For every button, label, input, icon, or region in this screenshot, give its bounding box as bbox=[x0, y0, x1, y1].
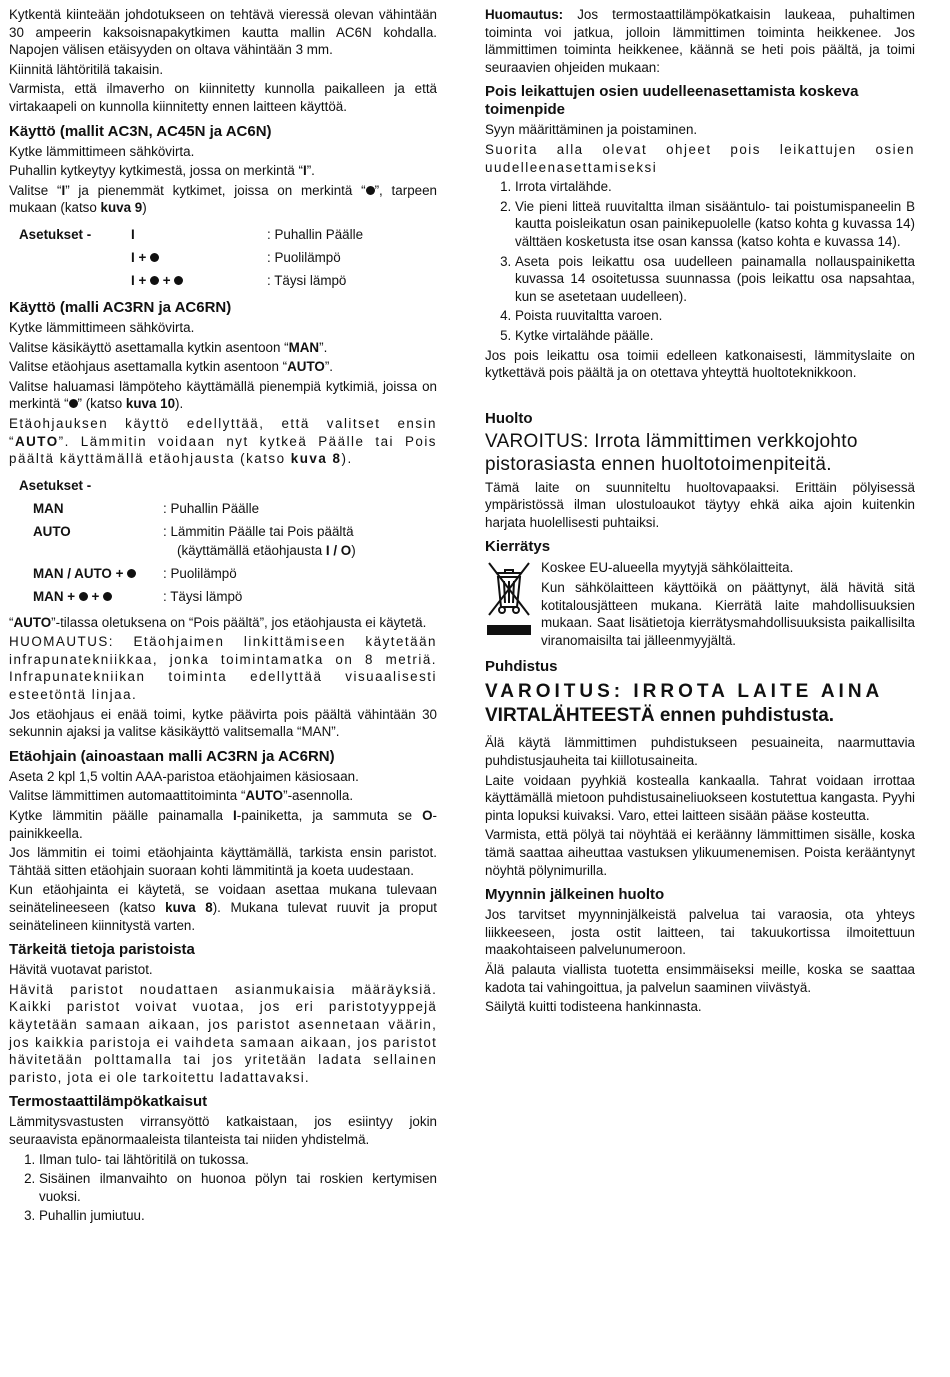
settings-symbol: I + bbox=[131, 246, 267, 269]
warning-note: Huomautus: Jos termostaattilämpökatkaisin laukeaa, puhaltimen toiminta voi jatkua, jolloin lämmittimen toiminta heikkenee. Jos lämmittimen toiminta heikkenee, käännä se heti pois päältä, ja toimi seuraavien ohjeiden mukaan: bbox=[485, 7, 915, 75]
service-warning: VAROITUS: Irrota lämmittimen verkkojohto pistorasiasta ennen huoltotoimenpiteitä. bbox=[485, 430, 858, 475]
recycle-block bbox=[485, 559, 915, 651]
cleaning-para-3: Varmista, että pölyä tai nöyhtää ei keräänny lämmittimen sisälle, koska tämä saattaa aiheuttaa vastuksen ylikuumenemisen. Poista kerääntynyt nöyhtä pölynimurilla. bbox=[485, 827, 915, 878]
service-heading: Huolto bbox=[485, 409, 533, 427]
dot-icon bbox=[69, 399, 78, 408]
use2-para-d: Valitse haluamasi lämpöteho käyttämällä pienempiä kytkimiä, joissa on merkintä “ ” (katso kuva 10). bbox=[9, 378, 437, 412]
settings-desc: : Täysi lämpö bbox=[267, 272, 347, 288]
crossed-out-bin-icon bbox=[485, 559, 533, 646]
install-para-3: Varmista, että ilmaverho on kiinnitetty kunnolla paikalleen ja että virtakaapeli on kunnolla kiinnitetty ennen laitteen käyttöä. bbox=[9, 81, 437, 114]
remote-para-5: Kun etäohjainta ei käytetä, se voidaan asettaa mukana tulevaan seinätelineeseen (katso kuva 8). Mukana tulevat ruuvit ja proput seinätelineen kiinnitystä varten. bbox=[9, 882, 437, 933]
settings-table-1 bbox=[19, 223, 363, 292]
settings-label: Asetukset - bbox=[19, 226, 92, 242]
remote-para-4: Jos lämmitin ei toimi etäohjainta käyttämällä, tarkista ensin paristot. Tähtää sitten etäohjain suoraan kohti lämmitintä ja koeta uudestaan. bbox=[9, 845, 437, 878]
dot-icon bbox=[366, 186, 375, 195]
reset-list bbox=[485, 178, 915, 344]
dot-icon bbox=[127, 569, 136, 578]
install-para-1: Kytkentä kiinteään johdotukseen on tehtävä vieressä olevan vähintään 30 ampeerin kaksoisnapakytkimen kautta mallin AC6N kohdalla. Napojen välisen etäisyyden on oltava vähintään 3 mm. bbox=[9, 7, 437, 58]
dot-icon bbox=[79, 592, 88, 601]
recycle-para-2: Kun sähkölaitteen käyttöikä on päättynyt, älä hävitä sitä kotitalousjätteen mukana. Kierrätä laite mahdollisuuksien mukaan. Saat lisätietoja kierrätysmahdollisuuksista paikallisilta viranomaisilta tai jälleenmyyjältä. bbox=[541, 580, 915, 648]
settings-desc: : Täysi lämpö bbox=[163, 588, 243, 604]
use2-para-e: Etäohjauksen käyttö edellyttää, että valitset ensin “AUTO”. Lämmitin voidaan nyt kytkeä Päälle tai Pois päältä käyttämällä etäohjausta (katso kuva 8). bbox=[9, 415, 437, 467]
after-sales-para-2: Älä palauta viallista tuotetta ensimmäiseksi meille, koska se saattaa kadota tai vahingoittua, ja palvelun saaminen viivästyä. bbox=[485, 961, 915, 995]
list-item: 3. Puhallin jumiutuu. bbox=[39, 1207, 437, 1225]
settings-table-2 bbox=[19, 474, 356, 608]
cleaning-para-1: Älä käytä lämmittimen puhdistukseen pesuaineita, naarmuttavia puhdistusjauheita tai kiillotusaineita. bbox=[485, 735, 915, 769]
use2-para-a: Kytke lämmittimeen sähkövirta. bbox=[9, 319, 195, 335]
settings-desc: : Puolilämpö bbox=[163, 565, 237, 581]
reset-para-1: Syyn määrittäminen ja poistaminen. bbox=[485, 122, 698, 138]
settings-symbol: I + + bbox=[131, 269, 267, 292]
remote-para-3: Kytke lämmitin päälle painamalla I-painiketta, ja sammuta se O-painikkeella. bbox=[9, 808, 437, 841]
list-item: 4. Poista ruuvitaltta varoen. bbox=[515, 307, 915, 325]
settings-key: MAN + + bbox=[19, 585, 163, 608]
left-column bbox=[9, 6, 437, 1227]
settings-key: AUTO bbox=[33, 523, 71, 539]
list-item: 1. Irrota virtalähde. bbox=[515, 178, 915, 196]
list-item: 5. Kytke virtalähde päälle. bbox=[515, 327, 915, 345]
after-sales-para-1: Jos tarvitset myynninjälkeistä palvelua tai varaosia, ota yhteys liikkeeseen, josta ostit laitteen, tai takuukortissa ilmoitettuun maakohtaiseen palvelunumeroon. bbox=[485, 907, 915, 958]
cleaning-para-2: Laite voidaan pyyhkiä kostealla kankaalla. Tahrat voidaan irrottaa käyttämällä mietoon puhdistusaineliuokseen kostutettua kangasta. Pyyhi pinta lopuksi kuivaksi. Varo, ettei laitteen sisään pääse kosteutta. bbox=[485, 772, 915, 823]
settings-desc: : Puhallin Päälle bbox=[163, 500, 260, 516]
battery-heading: Tärkeitä tietoja paristoista bbox=[9, 941, 195, 959]
remote-para-2: Valitse lämmittimen automaattitoiminta “AUTO”-asennolla. bbox=[9, 788, 354, 804]
list-item: 1. Ilman tulo- tai lähtöritilä on tukossa. bbox=[39, 1151, 437, 1169]
list-item: 2. Sisäinen ilmanvaihto on huonoa pölyn tai roskien kertymisen vuoksi. bbox=[39, 1170, 437, 1205]
reset-para-2: Suorita alla olevat ohjeet pois leikattujen osien uudelleenasettamiseksi bbox=[485, 141, 915, 175]
cleaning-warning: VAROITUS: IRROTA LAITE AINA VIRTALÄHTEESTÄ ennen puhdistusta. bbox=[485, 681, 884, 727]
reset-para-3: Jos pois leikattu osa toimii edelleen katkonaisesti, lämmityslaite on kytkettävä pois päältä ja on otettava yhteyttä huoltoteknikkoon. bbox=[485, 347, 915, 381]
settings-label: Asetukset - bbox=[19, 477, 92, 493]
note-para-2: Jos etäohjaus ei enää toimi, kytke päävirta pois päältä vähintään 30 sekunnin ajaksi ja valitse käsikäyttö valitsemalla “MAN”. bbox=[9, 706, 437, 740]
use2-para-c: Valitse etäohjaus asettamalla kytkin asentoon “AUTO”. bbox=[9, 359, 334, 375]
after-sales-para-3: Säilytä kuitti todisteena hankinnasta. bbox=[485, 999, 702, 1015]
right-column bbox=[485, 6, 915, 1018]
recycle-text bbox=[541, 559, 915, 651]
use2-para-b: Valitse käsikäyttö asettamalla kytkin asentoon “MAN”. bbox=[9, 339, 328, 355]
remote-para-1: Aseta 2 kpl 1,5 voltin AAA-paristoa etäohjaimen käsiosaan. bbox=[9, 768, 359, 784]
service-para: Tämä laite on suunniteltu huoltovapaaksi. Erittäin pölyisessä ympäristössä ilman ulostuloaukot täytyy ehkä aika ajoin kuitenkin harjata huolellisesti puhtaiksi. bbox=[485, 479, 915, 530]
dot-icon bbox=[174, 276, 183, 285]
dot-icon bbox=[150, 276, 159, 285]
reset-heading: Pois leikattujen osien uudelleenasettamista koskeva toimenpide bbox=[485, 83, 859, 119]
list-item: 2. Vie pieni litteä ruuvitaltta ilman sisääntulo- tai poistumispaneelin B kautta poisleikatun osan painikepuolelle (katso kohta g kuvassa 14) välttäen kosketusta itse osan kanssa (katso kohta e kuvassa 14). bbox=[515, 198, 915, 251]
recycle-heading: Kierrätys bbox=[485, 538, 551, 556]
settings-desc: : Lämmitin Päälle tai Pois päältä (käyttämällä etäohjausta I / O) bbox=[163, 523, 356, 558]
use1-para-c: Valitse “I” ja pienemmät kytkimet, joissa on merkintä “ ”, tarpeen mukaan (katso kuva 9) bbox=[9, 182, 437, 216]
recycle-para-1: Koskee EU-alueella myytyjä sähkölaitteita. bbox=[541, 560, 794, 576]
note-para: HUOMAUTUS: Etäohjaimen linkittämiseen käytetään infrapunatekniikkaa, jonka toimintamatka on 8 metriä. Infrapunatekniikan toiminta edellyttää visuaalisesti esteetöntä linjaa. bbox=[9, 634, 437, 703]
settings-desc: : Puolilämpö bbox=[267, 249, 341, 265]
dot-icon bbox=[150, 253, 159, 262]
use1-para-b: Puhallin kytkeytyy kytkimestä, jossa on merkintä “I”. bbox=[9, 163, 315, 179]
install-para-2: Kiinnitä lähtöritilä takaisin. bbox=[9, 61, 164, 77]
use-heading-2: Käyttö (malli AC3RN ja AC6RN) bbox=[9, 298, 232, 316]
settings-key: MAN bbox=[33, 500, 64, 516]
remote-heading: Etäohjain (ainoastaan malli AC3RN ja AC6RN) bbox=[9, 747, 335, 765]
thermo-heading: Termostaattilämpökatkaisut bbox=[9, 1093, 208, 1111]
settings-desc: : Puhallin Päälle bbox=[267, 226, 364, 242]
thermo-list bbox=[9, 1151, 437, 1225]
auto-para: “AUTO”-tilassa oletuksena on “Pois päältä”, jos etäohjausta ei käytetä. bbox=[9, 614, 427, 630]
battery-para-1: Hävitä vuotavat paristot. bbox=[9, 962, 153, 978]
use1-para-a: Kytke lämmittimeen sähkövirta. bbox=[9, 143, 195, 159]
battery-para-2: Hävitä paristot noudattaen asianmukaisia määräyksiä. Kaikki paristot voivat vuotaa, jos eri paristotyyppejä käytetään samaan aikaan, jos paristot asennetaan väärin, jos kaikkia paristoja ei vaihdeta samaan aikaan, jos paristot hävitetään polttamalla tai jos yritetään ladata sellainen paristo, jota ei ole tarkoitettu ladattavaksi. bbox=[9, 981, 437, 1085]
list-item: 3. Aseta pois leikattu osa uudelleen painamalla nollauspainiketta kuvassa 14 osoitetussa suunnassa (pois leikattu osa napsahtaa, kun se asetetaan uudelleen). bbox=[515, 253, 915, 306]
after-sales-heading: Myynnin jälkeinen huolto bbox=[485, 886, 665, 904]
dot-icon bbox=[103, 592, 112, 601]
thermo-para: Lämmitysvastusten virransyöttö katkaistaan, jos esiintyy jokin seuraavista epänormaaleista tilanteista tai niiden yhdistelmä. bbox=[9, 1114, 437, 1147]
settings-key: MAN / AUTO + bbox=[19, 562, 163, 585]
use-heading-1: Käyttö (mallit AC3N, AC45N ja AC6N) bbox=[9, 122, 272, 140]
cleaning-heading: Puhdistus bbox=[485, 658, 558, 676]
settings-symbol: I bbox=[131, 226, 135, 242]
